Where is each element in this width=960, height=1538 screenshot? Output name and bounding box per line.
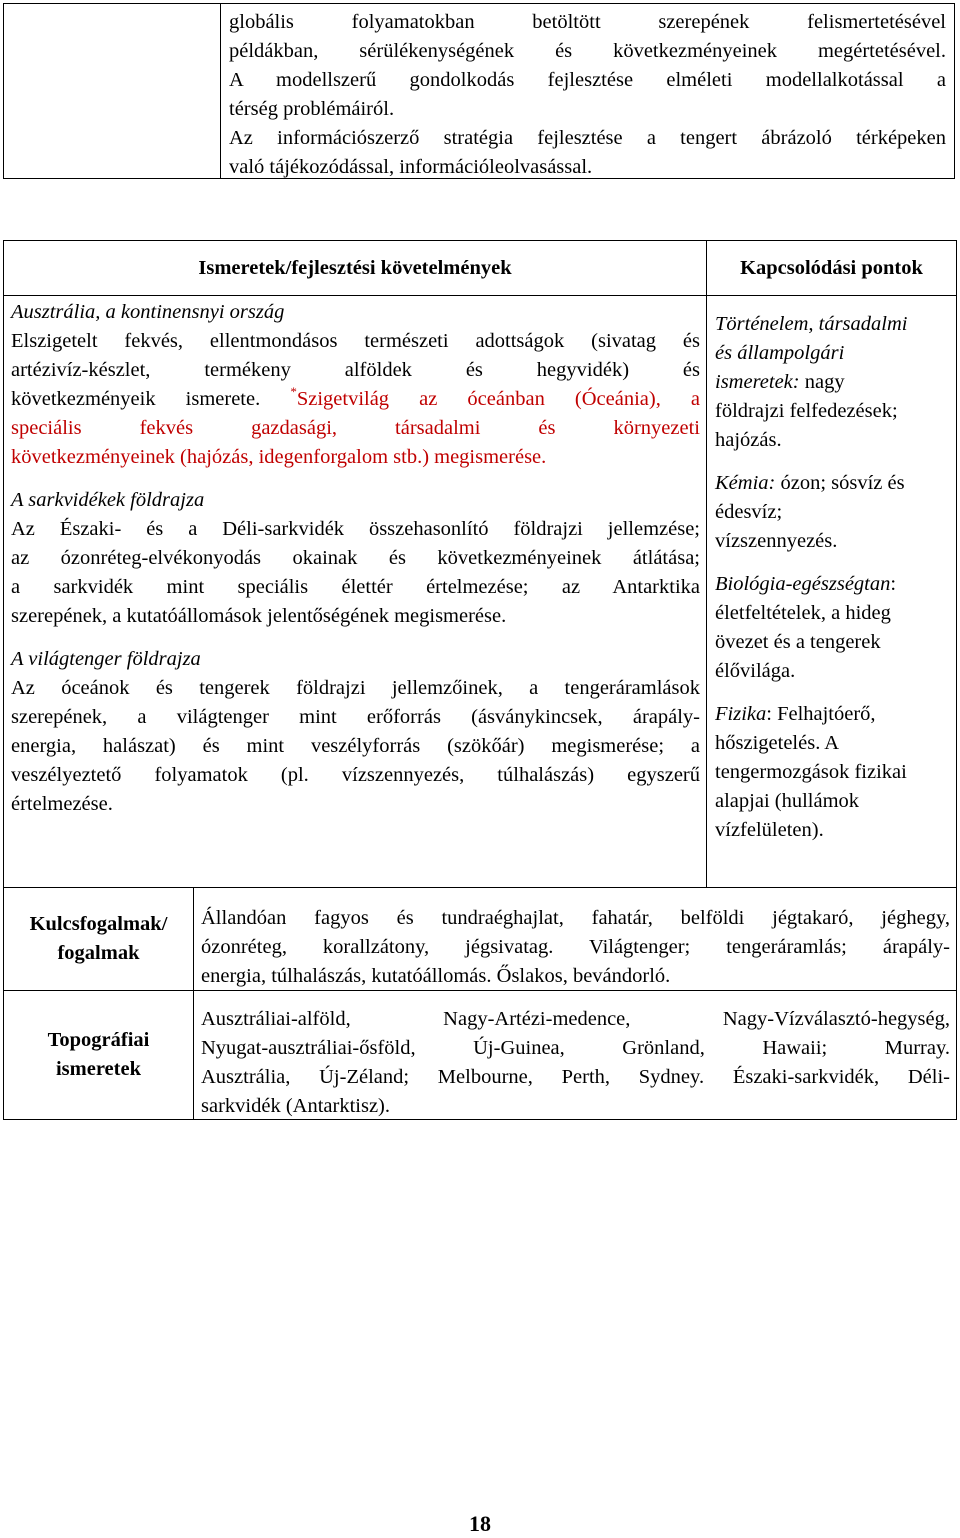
connection-text: : — [890, 573, 897, 595]
connection-text: ózon; sósvíz és — [775, 472, 905, 494]
header-connections: Kapcsolódási pontok — [707, 241, 956, 296]
optional-marker: * — [290, 384, 297, 399]
connection-subject: Történelem, társadalmi — [715, 313, 908, 335]
topography-label-line: ismeretek — [55, 1058, 141, 1080]
connection-text: életfeltételek, a hideg — [715, 602, 891, 624]
connection-text: tengermozgások fizikai — [715, 761, 907, 783]
connection-text: alapjai (hullámok — [715, 790, 860, 812]
connection-text: hőszigetelés. A — [715, 732, 840, 754]
top-line: A modellszerű gondolkodás fejlesztése elméleti modellalkotással a — [229, 69, 946, 91]
top-label-cell — [3, 3, 221, 179]
header-requirements: Ismeretek/fejlesztési követelmények — [4, 241, 707, 296]
top-line: való tájékozódással, információleolvasással. — [229, 156, 593, 178]
concept-line: ózonréteg, korallzátony, jégsivatag. Világtenger; tengeráramlás; árapály- — [201, 936, 950, 958]
top-content-cell — [220, 3, 955, 179]
optional-line: Szigetvilág az óceánban (Óceánia), a — [296, 388, 700, 410]
topography-text — [194, 991, 956, 1119]
key-concepts-label-line: fogalmak — [57, 942, 140, 964]
topography-line: sarkvidék (Antarktisz). — [201, 1095, 390, 1117]
optional-line: következményeinek (hajózás, idegenforgalom stb.) megismerése. — [11, 446, 547, 468]
top-line: példákban, sérülékenységének és következményeinek megértetésével. — [229, 40, 946, 62]
section-line: veszélyeztető folyamatok (pl. vízszennyezés, túlhalászás) egyszerű — [11, 764, 700, 786]
key-concepts-label — [4, 888, 194, 991]
top-line: globális folyamatokban betöltött szerepének felismertetésével — [229, 11, 946, 33]
topography-line: Ausztráliai-alföld, Nagy-Artézi-medence, Nagy-Vízválasztó-hegység, — [201, 1008, 950, 1030]
section-line: energia, halászat) és mint veszélyforrás (szökőár) megismerése; a — [11, 735, 700, 757]
requirements-table — [3, 240, 957, 888]
section-line: artézivíz-készlet, termékeny alföldek és hegyvidék) és — [11, 359, 700, 381]
connection-text: vízfelületen). — [715, 819, 824, 841]
key-concepts-label-line: Kulcsfogalmak/ — [29, 913, 168, 935]
key-concepts-text — [194, 888, 956, 991]
optional-line: speciális fekvés gazdasági, társadalmi és környezeti — [11, 417, 700, 439]
concept-line: energia, túlhalászás, kutatóállomás. Őslakos, bevándorló. — [201, 965, 671, 987]
connection-text: édesvíz; — [715, 501, 783, 523]
connection-text: övezet és a tengerek — [715, 631, 881, 653]
section-line-mixed — [11, 385, 700, 414]
top-line: térség problémáiról. — [229, 98, 395, 120]
section-heading: A világtenger földrajza — [11, 648, 201, 670]
concepts-table — [3, 887, 957, 1120]
concept-line: Állandóan fagyos és tundraéghajlat, fahatár, belföldi jégtakaró, jéghegy, — [201, 907, 950, 929]
connection-subject: Kémia: — [715, 472, 776, 494]
topography-line: Nyugat-ausztráliai-ősföld, Új-Guinea, Grönland, Hawaii; Murray. — [201, 1037, 950, 1059]
section-line: szerepének, a kutatóállomások jelentőségének megismerése. — [11, 605, 507, 627]
connection-text: földrajzi felfedezések; — [715, 400, 898, 422]
section-line: értelmezése. — [11, 793, 113, 815]
topography-label-line: Topográfiai — [47, 1029, 150, 1051]
connection-text: hajózás. — [715, 429, 782, 451]
page-number: 18 — [469, 1511, 491, 1536]
connections-body — [707, 296, 956, 887]
connection-subject: Biológia-egészségtan — [715, 573, 891, 595]
section-heading: A sarkvidékek földrajza — [11, 489, 205, 511]
section-line: Az Északi- és a Déli-sarkvidék összehasonlító földrajzi jellemzése; — [11, 518, 700, 540]
section-line: Az óceánok és tengerek földrajzi jellemzőinek, a tengeráramlások — [11, 677, 700, 699]
section-line: a sarkvidék mint speciális élettér értelmezése; az Antarktika — [11, 576, 700, 598]
connection-text: élővilága. — [715, 660, 796, 682]
section-line: következményeik ismerete. — [11, 388, 261, 410]
connection-text: : Felhajtóerő, — [766, 703, 876, 725]
connection-subject: ismeretek: — [715, 371, 800, 393]
section-line: az ózonréteg-elvékonyodás okainak és következményeinek átlátása; — [11, 547, 700, 569]
connection-subject: Fizika — [715, 703, 767, 725]
connection-text: vízszennyezés. — [715, 530, 838, 552]
connection-subject: és állampolgári — [715, 342, 845, 364]
connection-text: nagy — [799, 371, 845, 393]
top-line: Az információszerző stratégia fejlesztése a tengert ábrázoló térképeken — [229, 127, 946, 149]
section-line: szerepének, a világtenger mint erőforrás (ásványkincsek, árapály- — [11, 706, 700, 728]
section-line: Elszigetelt fekvés, ellentmondásos természeti adottságok (sivatag és — [11, 330, 700, 352]
topography-line: Ausztrália, Új-Zéland; Melbourne, Perth, Sydney. Északi-sarkvidék, Déli- — [201, 1066, 950, 1088]
requirements-body — [4, 296, 707, 887]
topography-label — [4, 991, 194, 1119]
section-heading: Ausztrália, a kontinensnyi ország — [11, 301, 285, 323]
